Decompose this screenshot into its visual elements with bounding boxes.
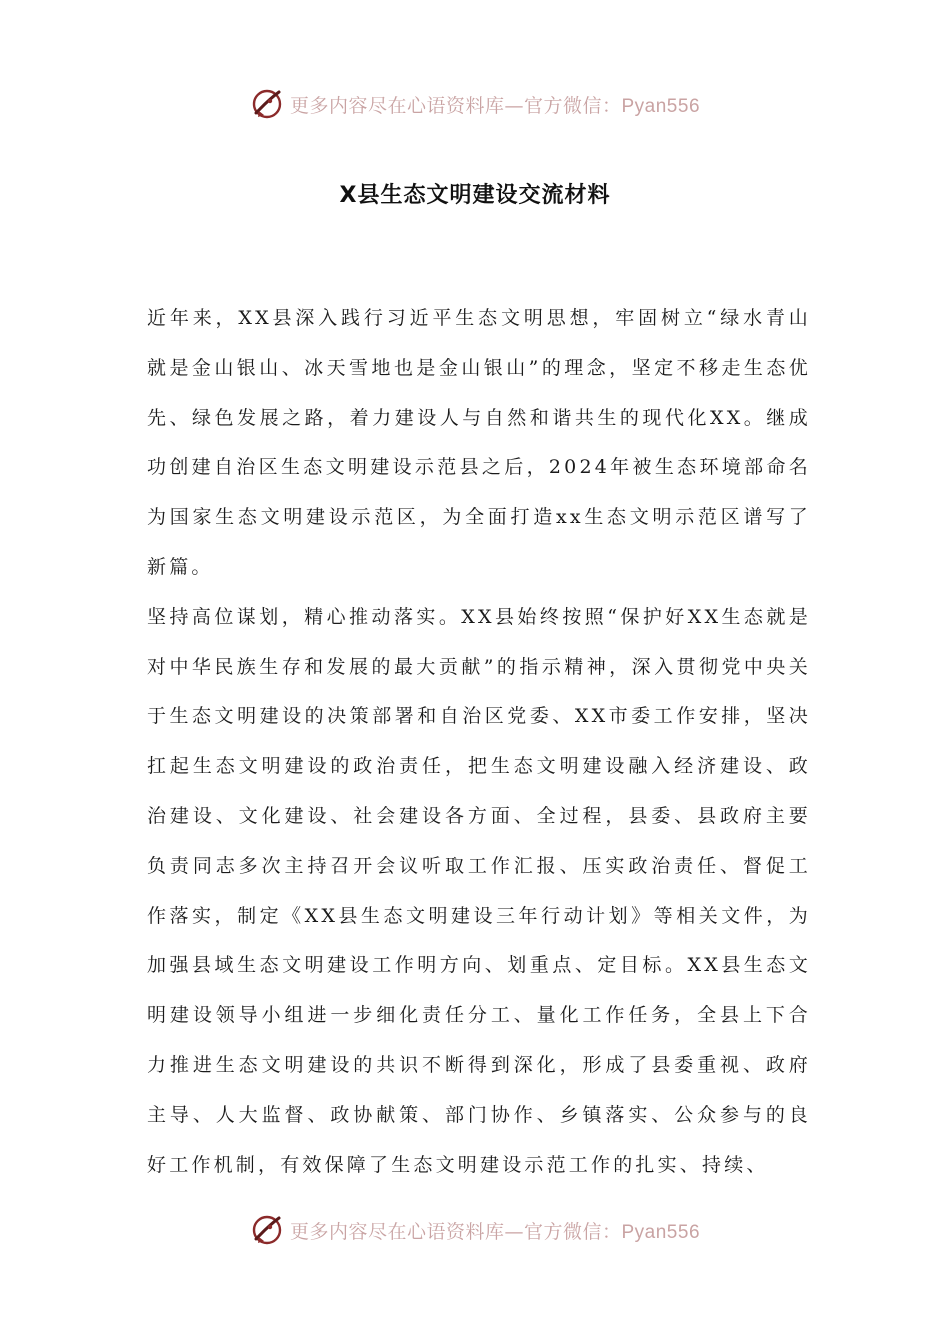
watermark-code: Pyan556 — [621, 1221, 701, 1243]
document-title: X县生态文明建设交流材料 — [339, 183, 611, 208]
watermark-header — [0, 84, 950, 124]
watermark-text: 更多内容尽在心语资料库—官方微信：Pyan556 — [289, 94, 701, 117]
paragraph-intro: 近年来，XX县深入践行习近平生态文明思想，牢固树立“绿水青山就是金山银山、冰天雪地也是金山银山”的理念，坚定不移走生态优先、绿色发展之路，着力建设人与自然和谐共生的现代化XX。继成功创建自治区生态文明建设示范县之后，2024年被生态环境部命名为国家生态文明建设示范区，为全面打造xx生态文明示范区谱写了新篇。 — [147, 307, 811, 578]
paragraph-planning: 坚持高位谋划，精心推动落实。XX县始终按照“保护好XX生态就是对中华民族生存和发展的最大贡献”的指示精神，深入贯彻党中央关于生态文明建设的决策部署和自治区党委、XX市委工作安排，坚决扛起生态文明建设的政治责任，把生态文明建设融入经济建设、政治建设、文化建设、社会建设各方面、全过程，县委、县政府主要负责同志多次主持召开会议听取工作汇报、压实政治责任、督促工作落实，制定《XX县生态文明建设三年行动计划》等相关文件，为加强县域生态文明建设工作明方向、划重点、定目标。XX县生态文明建设领导小组进一步细化责任分工、量化工作任务，全县上下合力推进生态文明建设的共识不断得到深化，形成了县委重视、政府主导、人大监督、政协献策、部门协作、乡镇落实、公众参与的良好工作机制，有效保障了生态文明建设示范工作的扎实、持续、 — [147, 605, 811, 1176]
brush-circle-logo-icon — [250, 1213, 284, 1247]
watermark-text: 更多内容尽在心语资料库—官方微信：Pyan556 — [289, 1220, 701, 1243]
document-body — [147, 294, 811, 1190]
watermark-footer — [0, 1210, 950, 1250]
watermark-code: Pyan556 — [621, 95, 701, 117]
brush-circle-logo-icon — [250, 87, 284, 121]
